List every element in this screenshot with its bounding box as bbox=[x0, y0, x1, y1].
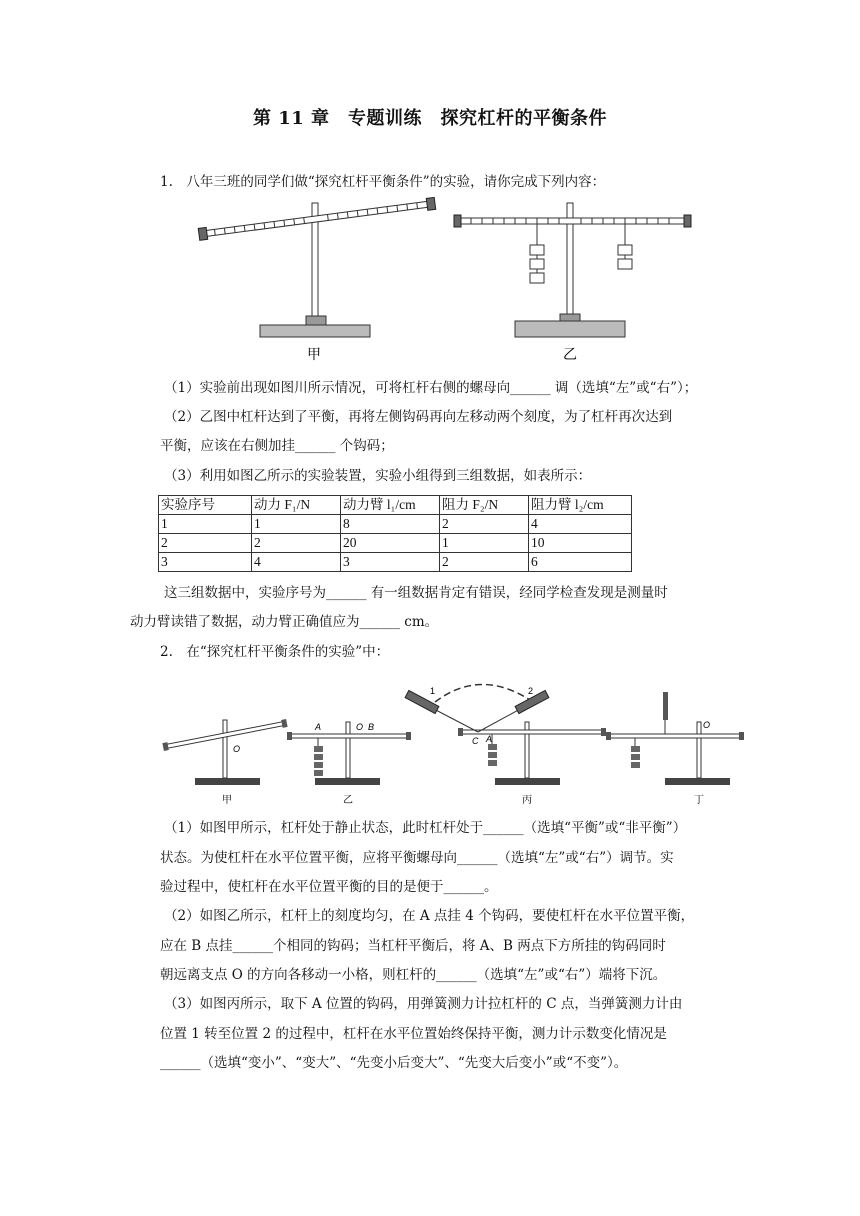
table-header-cell: 阻力 F₂/N bbox=[440, 496, 529, 515]
table-cell: 10 bbox=[529, 534, 632, 553]
q2-bing-position-1: 1 bbox=[430, 686, 436, 696]
q2-bing-position-2: 2 bbox=[528, 686, 534, 696]
q1-part4-line1: 这三组数据中，实验序号为______ 有一组数据肯定有错误，经同学检查发现是测量时 bbox=[164, 585, 668, 601]
table-cell: 2 bbox=[252, 534, 341, 553]
q2-figure-jia bbox=[162, 719, 287, 806]
q1-part3: （3）利用如图乙所示的实验装置，实验小组得到三组数据，如表所示： bbox=[164, 468, 592, 484]
table-cell: 6 bbox=[529, 553, 632, 572]
table-cell: 3 bbox=[159, 553, 252, 572]
q2-part1-line2: 状态。为使杠杆在水平位置平衡，应将平衡螺母向______（选填“左”或“右”）调节。实 bbox=[160, 850, 674, 866]
q1-fig-label-jia: 甲 bbox=[307, 346, 321, 362]
q2-figure bbox=[160, 680, 750, 810]
q1-part1: （1）实验前出现如图川所示情况，可将杠杆右侧的螺母向______ 调（选填“左”或“右”）； bbox=[164, 380, 698, 396]
q2-yi-point-b: B bbox=[368, 722, 375, 732]
q2-fig-label-yi: 乙 bbox=[343, 795, 353, 806]
q1-part2-line2: 平衡，应该在右侧加挂______ 个钩码； bbox=[160, 438, 394, 454]
q2-part3-line1: （3）如图丙所示，取下 A 位置的钩码，用弹簧测力计拉杠杆的 C 点，当弹簧测力计由 bbox=[164, 996, 683, 1012]
q2-figure-yi bbox=[287, 722, 411, 806]
q1-figure-jia bbox=[198, 197, 436, 362]
q2-part3-line2: 位置 1 转至位置 2 的过程中，杠杆在水平位置始终保持平衡，测力计示数变化情况是 bbox=[160, 1026, 667, 1042]
q2-bing-point-c: C bbox=[472, 736, 479, 746]
table-cell: 1 bbox=[159, 515, 252, 534]
q2-part1-line3: 验过程中，使杠杆在水平位置平衡的目的是便于______。 bbox=[160, 879, 498, 895]
table-row bbox=[159, 534, 632, 553]
data-table bbox=[158, 495, 632, 572]
table-header-cell: 实验序号 bbox=[159, 496, 252, 515]
q2-part2-line2: 应在 B 点挂______个相同的钩码；当杠杆平衡后，将 A、B 两点下方所挂的钩码同时 bbox=[160, 938, 666, 954]
table-row bbox=[159, 515, 632, 534]
q2-part1-line1: （1）如图甲所示，杠杆处于静止状态，此时杠杆处于______（选填“平衡”或“非平衡”） bbox=[164, 820, 687, 836]
q2-ding-point-o: O bbox=[703, 720, 711, 730]
table-cell: 4 bbox=[252, 553, 341, 572]
q1-stem: 1. 八年三班的同学们做“探究杠杆平衡条件”的实验，请你完成下列内容： bbox=[160, 174, 606, 190]
table-cell: 1 bbox=[252, 515, 341, 534]
table-cell: 4 bbox=[529, 515, 632, 534]
q2-stem: 2. 在“探究杠杆平衡条件的实验”中： bbox=[160, 644, 390, 660]
table-header-cell: 阻力臂 l₂/cm bbox=[529, 496, 632, 515]
table-header-cell: 动力 F₁/N bbox=[252, 496, 341, 515]
table-cell: 2 bbox=[440, 553, 529, 572]
q2-part2-line3: 朝远离支点 O 的方向各移动一小格，则杠杆的______（选填“左”或“右”）端将下沉。 bbox=[160, 967, 667, 983]
q1-fig-label-yi: 乙 bbox=[563, 346, 577, 362]
page-title: 第 11 章 专题训练 探究杠杆的平衡条件 bbox=[252, 108, 608, 129]
table-cell: 1 bbox=[440, 534, 529, 553]
table-header-row bbox=[159, 496, 632, 515]
table-row bbox=[159, 553, 632, 572]
table-cell: 2 bbox=[159, 534, 252, 553]
table-header-cell: 动力臂 l₁/cm bbox=[341, 496, 440, 515]
q2-figure-bing bbox=[405, 684, 606, 806]
q2-part2-line1: （2）如图乙所示，杠杆上的刻度均匀，在 A 点挂 4 个钩码，要使杠杆在水平位置平衡， bbox=[164, 908, 695, 924]
q1-figure bbox=[190, 195, 710, 370]
table-cell: 2 bbox=[440, 515, 529, 534]
q2-yi-point-a: A bbox=[315, 722, 322, 732]
table-cell: 8 bbox=[341, 515, 440, 534]
q1-part4-line2: 动力臂读错了数据，动力臂正确值应为______ cm。 bbox=[130, 614, 439, 630]
table-cell: 3 bbox=[341, 553, 440, 572]
q2-fig-label-jia: 甲 bbox=[222, 795, 232, 806]
q2-part3-line3: ______（选填“变小”、“变大”、“先变小后变大”、“先变大后变小”或“不变”）。 bbox=[160, 1055, 628, 1071]
q2-yi-point-o: O bbox=[356, 722, 364, 732]
q2-fig-label-bing: 丙 bbox=[522, 795, 532, 806]
q1-part2-line1: （2）乙图中杠杆达到了平衡，再将左侧钩码再向左移动两个刻度，为了杠杆再次达到 bbox=[164, 409, 673, 425]
q2-jia-point-o: O bbox=[233, 744, 241, 754]
q1-figure-yi bbox=[454, 203, 691, 362]
q2-bing-point-a: A bbox=[486, 734, 493, 744]
q2-fig-label-ding: 丁 bbox=[694, 795, 704, 806]
table-cell: 20 bbox=[341, 534, 440, 553]
q2-figure-ding bbox=[606, 692, 744, 806]
